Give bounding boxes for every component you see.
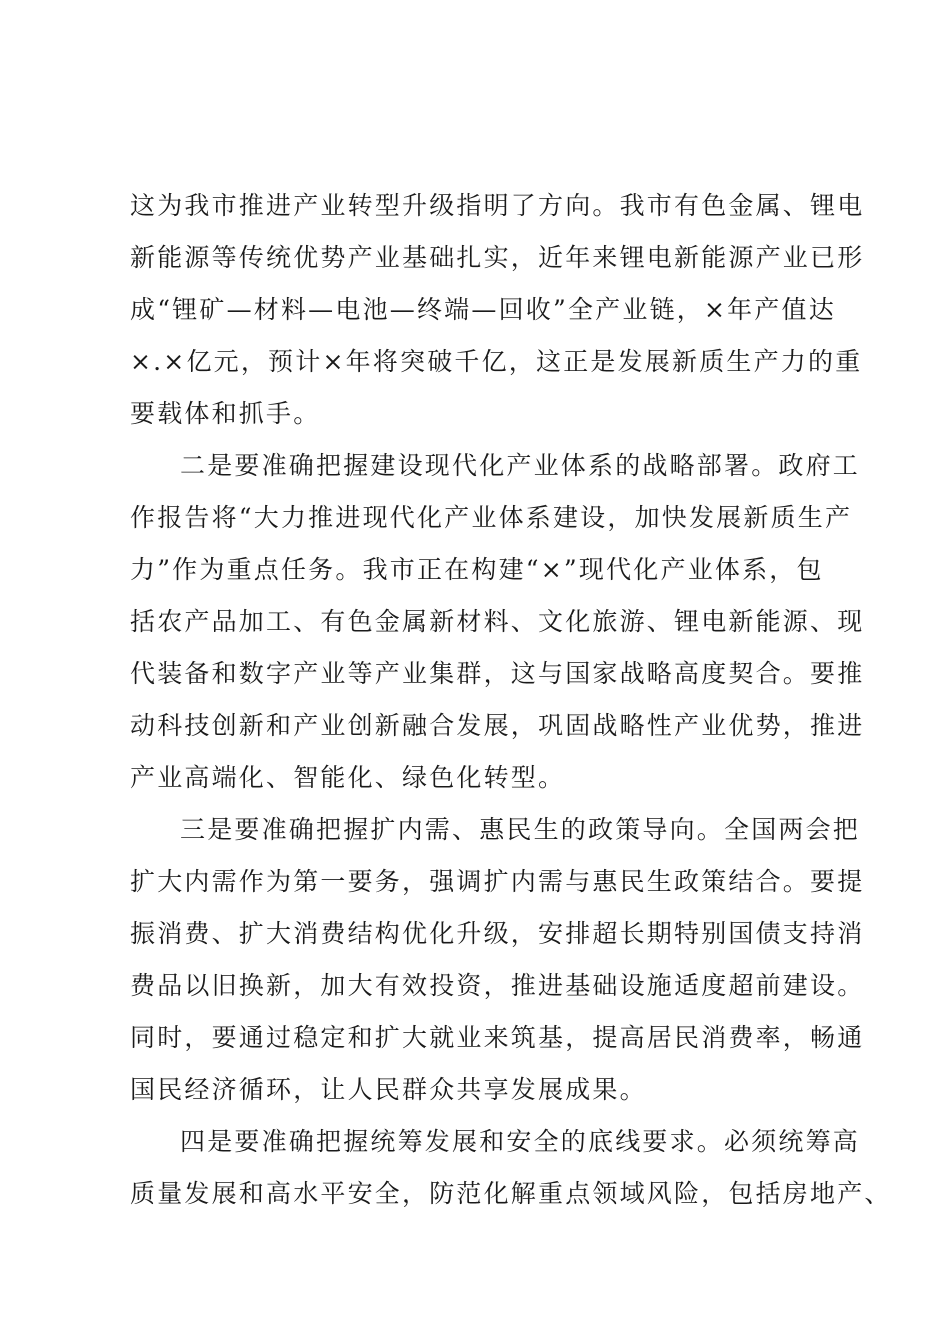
text-line: 作报告将“大力推进现代化产业体系建设，加快发展新质生产	[130, 503, 853, 532]
text-line: 三是要准确把握扩内需、惠民生的政策导向。全国两会把	[180, 815, 861, 844]
text-line: 振消费、扩大消费结构优化升级，安排超长期特别国债支持消	[130, 919, 865, 948]
paragraph-4	[130, 1116, 892, 1220]
document-body	[130, 180, 892, 1220]
paragraph-3	[130, 804, 865, 1116]
text-line: 括农产品加工、有色金属新材料、文化旅游、锂电新能源、现	[130, 607, 865, 636]
text-line: 力”作为重点任务。我市正在构建“×”现代化产业体系，包	[130, 555, 824, 584]
text-line: 要载体和抓手。	[130, 399, 321, 428]
text-line: ×.×亿元，预计×年将突破千亿，这正是发展新质生产力的重	[130, 347, 863, 376]
text-line: 扩大内需作为第一要务，强调扩内需与惠民生政策结合。要提	[130, 867, 865, 896]
text-line: 新能源等传统优势产业基础扎实，近年来锂电新能源产业已形	[130, 243, 865, 272]
text-line: 这为我市推进产业转型升级指明了方向。我市有色金属、锂电	[130, 191, 865, 220]
text-line: 二是要准确把握建设现代化产业体系的战略部署。政府工	[180, 451, 861, 480]
paragraph-2	[130, 440, 865, 804]
text-line: 产业高端化、智能化、绿色化转型。	[130, 763, 566, 792]
paragraph-1	[130, 180, 865, 440]
text-line: 动科技创新和产业创新融合发展，巩固战略性产业优势，推进	[130, 711, 865, 740]
text-line: 质量发展和高水平安全，防范化解重点领域风险，包括房地产、	[130, 1179, 892, 1208]
text-line: 代装备和数字产业等产业集群，这与国家战略高度契合。要推	[130, 659, 865, 688]
text-line: 费品以旧换新，加大有效投资，推进基础设施适度超前建设。	[130, 971, 865, 1000]
text-line: 四是要准确把握统筹发展和安全的底线要求。必须统筹高	[180, 1127, 861, 1156]
text-line: 同时，要通过稳定和扩大就业来筑基，提高居民消费率，畅通	[130, 1023, 865, 1052]
text-line: 成“锂矿—材料—电池—终端—回收”全产业链，×年产值达	[130, 295, 836, 324]
text-line: 国民经济循环，让人民群众共享发展成果。	[130, 1075, 647, 1104]
